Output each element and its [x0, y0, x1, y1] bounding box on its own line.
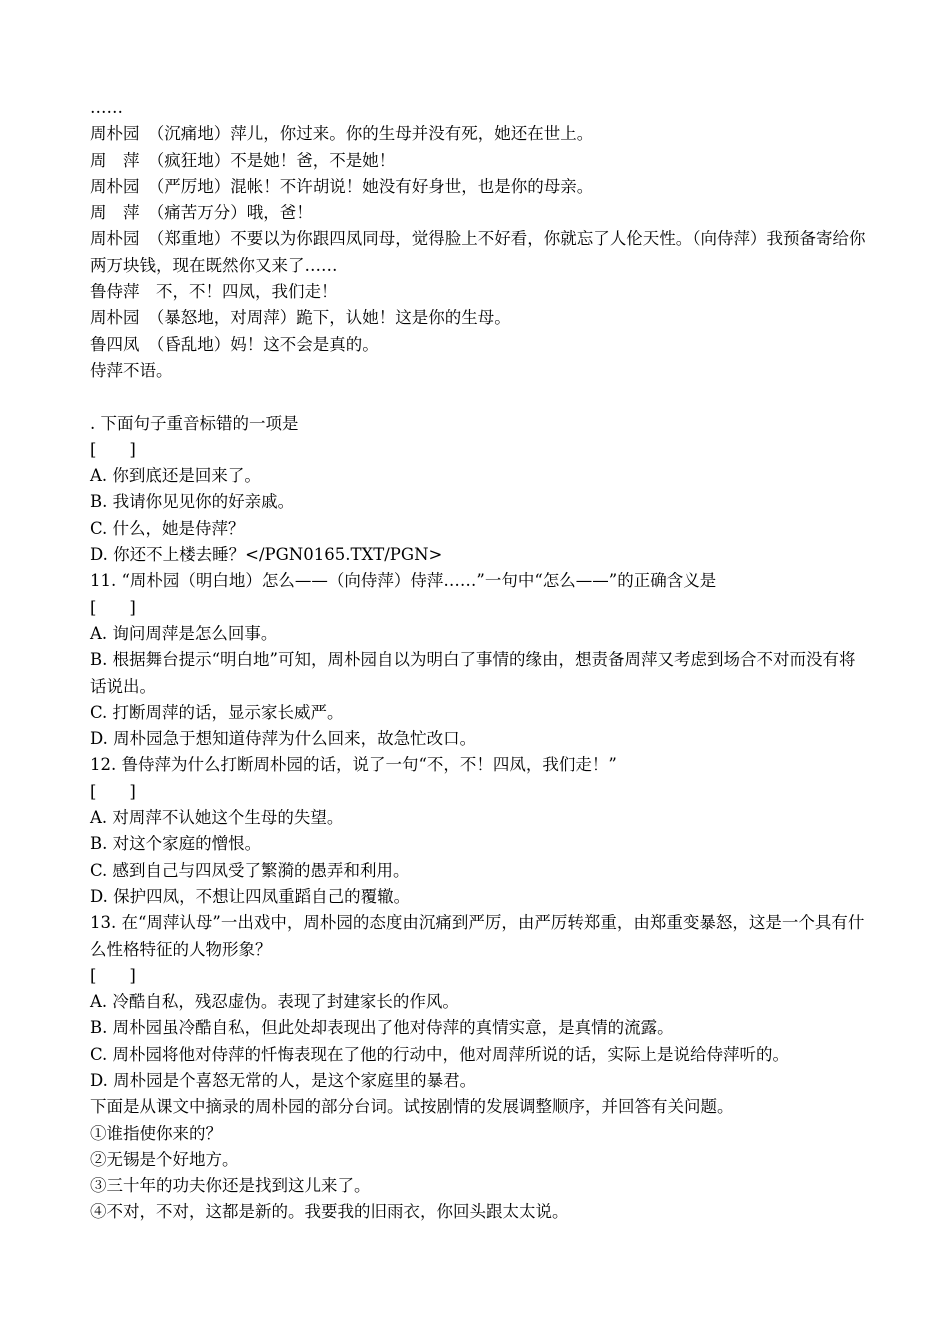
answer-bracket: [ ]: [90, 597, 136, 617]
option-c: C. 周朴园将他对侍萍的忏悔表现在了他的行动中，他对周萍所说的话，实际上是说给侍萍听的。: [90, 1044, 790, 1064]
script-line: 侍萍不语。: [90, 360, 173, 380]
option-d: D. 你还不上楼去睡？</PGN0165.TXT/PGN>: [90, 545, 443, 565]
blank-line: [90, 384, 870, 410]
option-d: D. 周朴园急于想知道侍萍为什么回来，故急忙改口。: [90, 729, 477, 749]
option-d: D. 保护四凤，不想让四凤重蹈自己的覆辙。: [90, 886, 411, 906]
option-b: B. 周朴园虽冷酷自私，但此处却表现出了他对侍萍的真情实意，是真情的流露。: [90, 1018, 674, 1038]
answer-bracket: [ ]: [90, 781, 136, 801]
question-stem: . 下面句子重音标错的一项是: [90, 413, 299, 433]
option-d: D. 周朴园是个喜怒无常的人，是这个家庭里的暴君。: [90, 1070, 477, 1090]
option-c: C. 感到自己与四凤受了繁漪的愚弄和利用。: [90, 860, 410, 880]
option-c: C. 打断周萍的话，显示家长威严。: [90, 702, 344, 722]
document-page: [90, 95, 870, 1226]
answer-bracket: [ ]: [90, 965, 136, 985]
option-c: C. 什么，她是侍萍？: [90, 518, 245, 538]
question-12-stem: 12. 鲁侍萍为什么打断周朴园的话，说了一句“不，不！四凤，我们走！”: [90, 755, 617, 775]
option-a: A. 询问周萍是怎么回事。: [90, 623, 278, 643]
option-b: B. 我请你见见你的好亲戚。: [90, 492, 295, 512]
option-b: B. 对这个家庭的憎恨。: [90, 834, 262, 854]
script-line: 周朴园 （暴怒地，对周萍）跪下，认她！这是你的生母。: [90, 308, 511, 328]
instruction-line: 下面是从课文中摘录的周朴园的部分台词。试按剧情的发展调整顺序，并回答有关问题。: [90, 1097, 734, 1117]
answer-bracket: [ ]: [90, 439, 136, 459]
script-line: 鲁四凤 （昏乱地）妈！这不会是真的。: [90, 334, 379, 354]
script-line: 周朴园 （郑重地）不要以为你跟四凤同母，觉得脸上不好看，你就忘了人伦天性。（向侍萍）我预备寄给你两万块钱，现在既然你又来了……: [90, 229, 866, 275]
option-b: B. 根据舞台提示“明白地”可知，周朴园自以为明白了事情的缘由，想责备周萍又考虑到场合不对而没有将话说出。: [90, 650, 856, 696]
quote-item-4: ④不对，不对，这都是新的。我要我的旧雨衣，你回头跟太太说。: [90, 1202, 569, 1222]
script-line: 鲁侍萍 不，不！四凤，我们走！: [90, 282, 338, 302]
question-13-stem: 13. 在“周萍认母”一出戏中，周朴园的态度由沉痛到严厉，由严厉转郑重，由郑重变暴怒，这是一个具有什么性格特征的人物形象？: [90, 913, 865, 959]
script-line: 周朴园 （沉痛地）萍儿，你过来。你的生母并没有死，她还在世上。: [90, 124, 594, 144]
ellipsis-line: ……: [90, 98, 123, 117]
option-a: A. 对周萍不认她这个生母的失望。: [90, 808, 344, 828]
quote-item-3: ③三十年的功夫你还是找到这儿来了。: [90, 1176, 371, 1196]
script-line: 周朴园 （严厉地）混帐！不许胡说！她没有好身世，也是你的母亲。: [90, 176, 594, 196]
option-a: A. 你到底还是回来了。: [90, 466, 261, 486]
question-11-stem: 11. “周朴园（明白地）怎么——（向侍萍）侍萍……”一句中“怎么——”的正确含义是: [90, 571, 717, 591]
quote-item-1: ①谁指使你来的？: [90, 1123, 222, 1143]
option-a: A. 冷酷自私，残忍虚伪。表现了封建家长的作风。: [90, 992, 459, 1012]
quote-item-2: ②无锡是个好地方。: [90, 1149, 239, 1169]
script-line: 周 萍 （疯狂地）不是她！爸，不是她！: [90, 150, 396, 170]
script-line: 周 萍 （痛苦万分）哦，爸！: [90, 203, 313, 223]
